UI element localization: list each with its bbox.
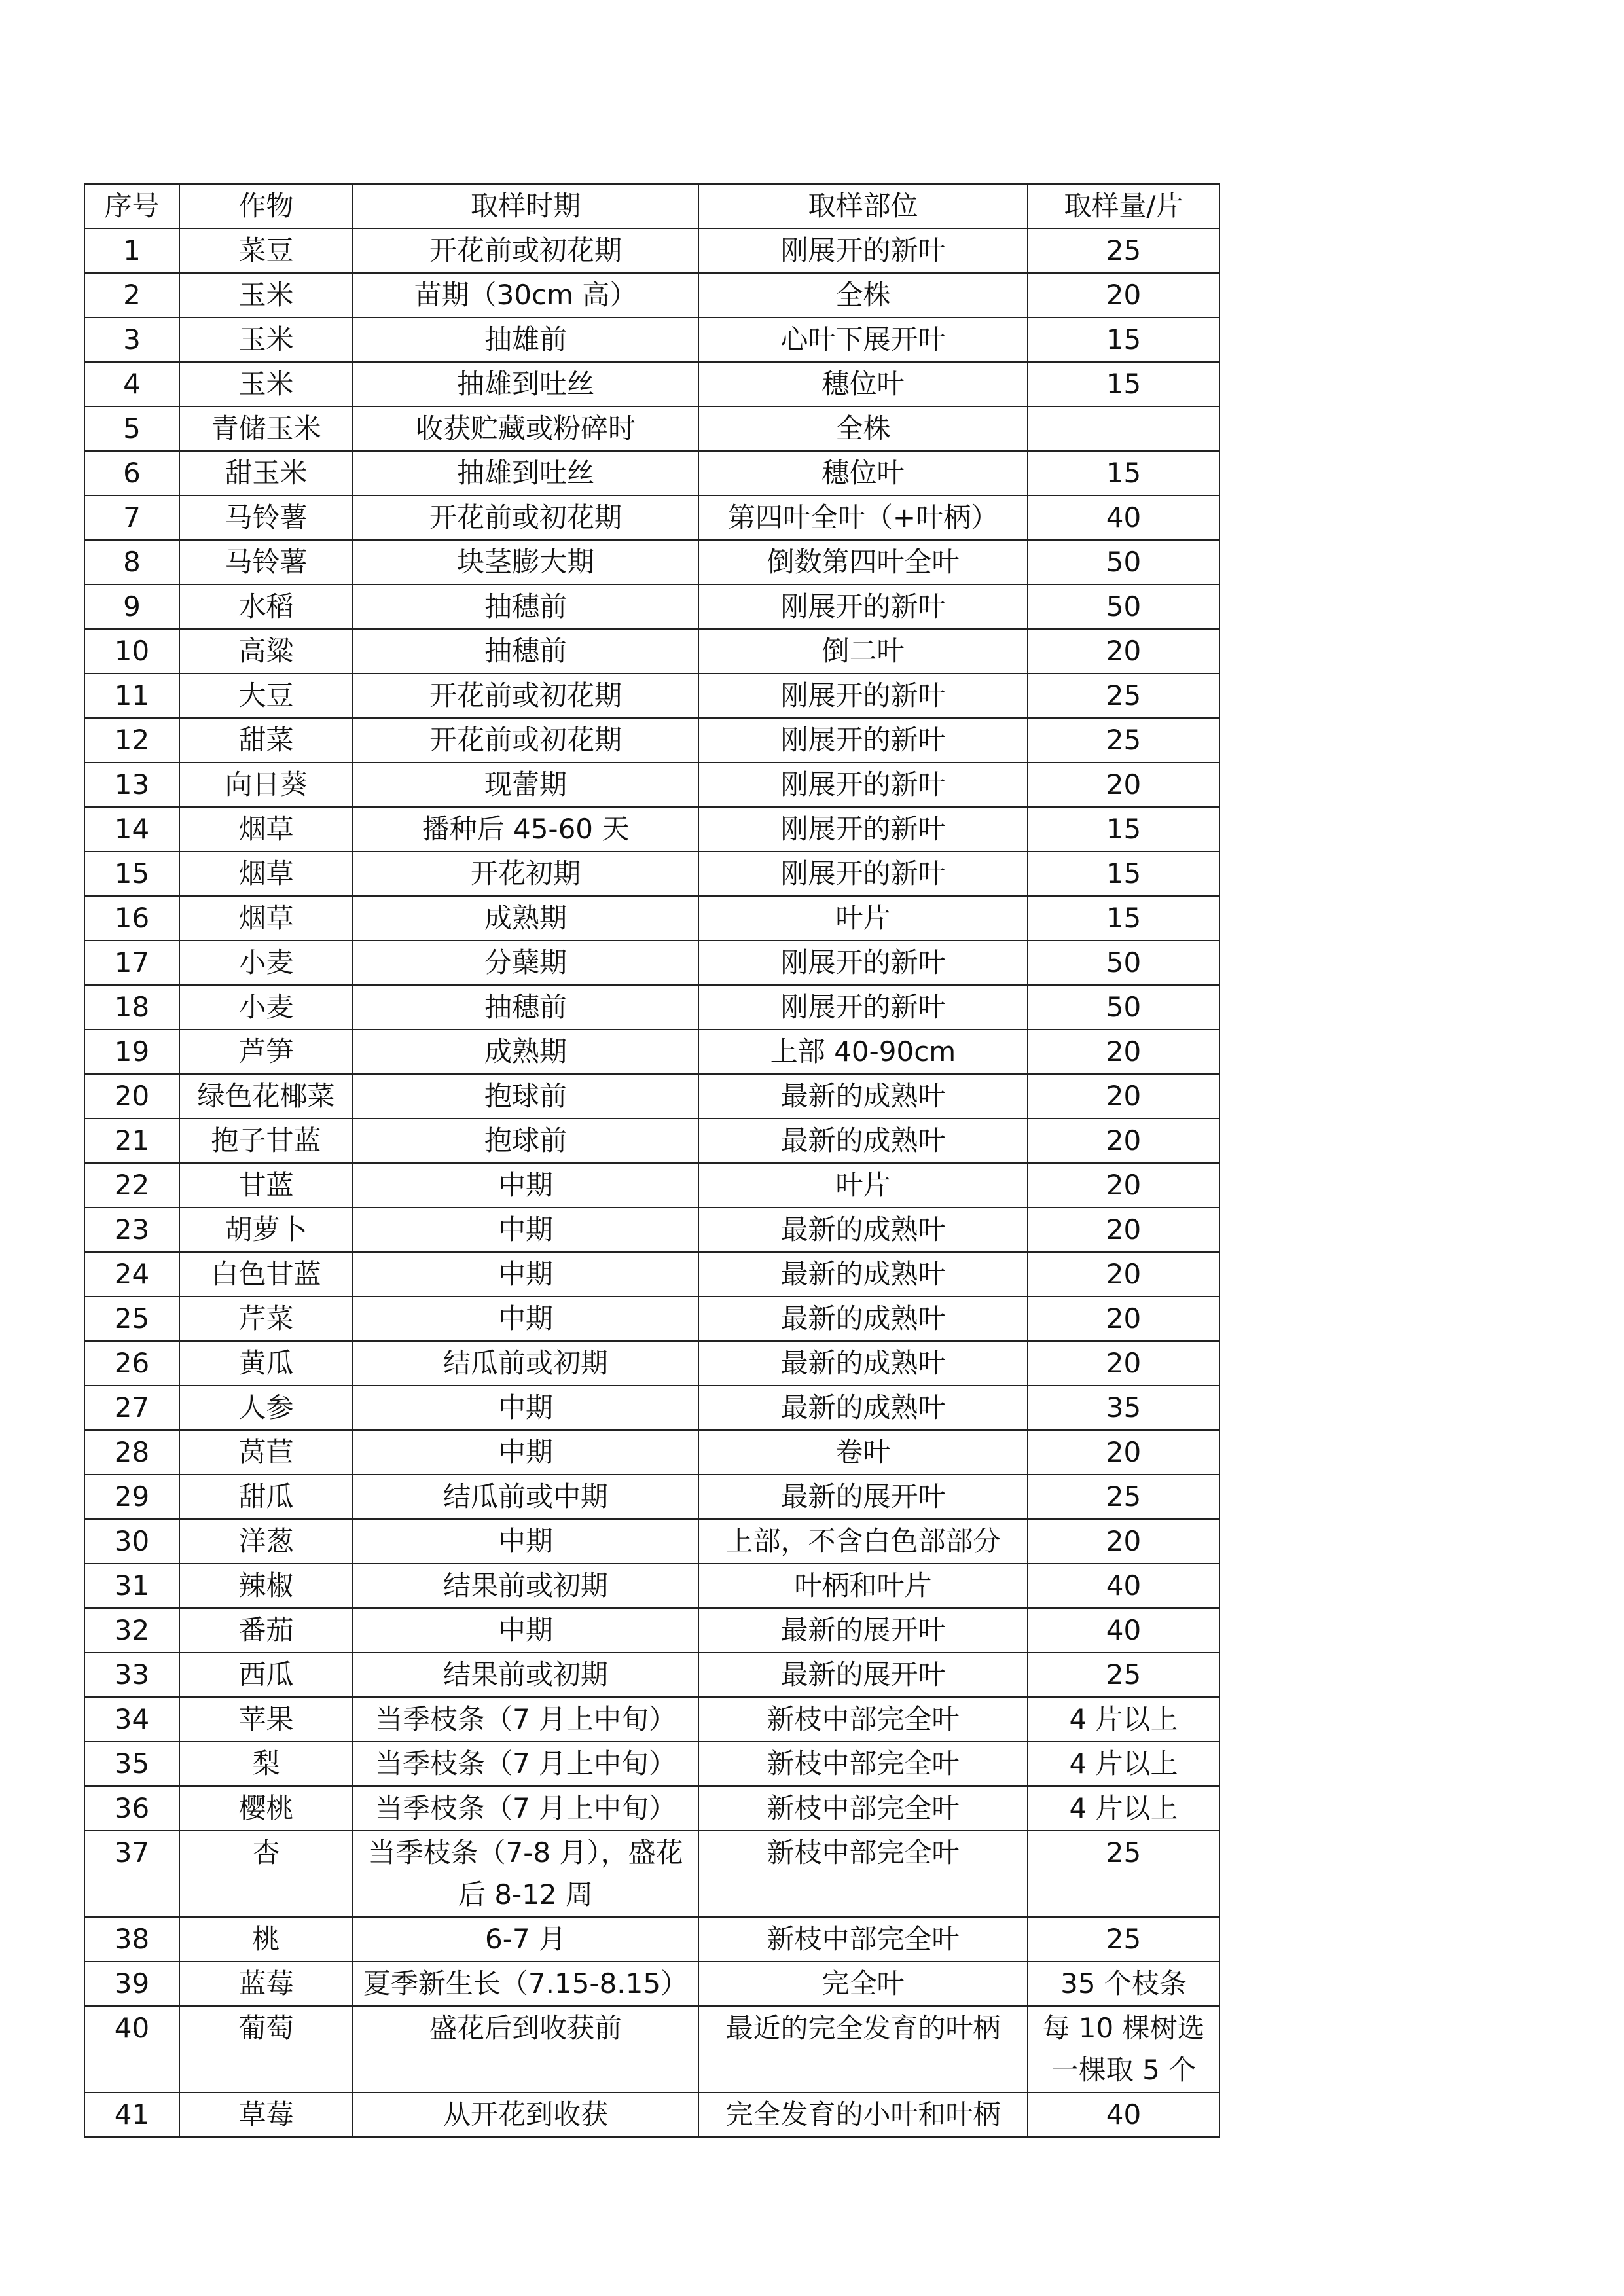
cell-sampling-part: 最新的成熟叶 [698,1341,1028,1386]
cell-crop: 马铃薯 [179,540,353,584]
cell-sampling-time: 成熟期 [353,1030,698,1074]
cell-sampling-part: 新枝中部完全叶 [698,1831,1028,1917]
cell-crop: 芦笋 [179,1030,353,1074]
table-row [84,852,1219,896]
cell-sampling-time: 苗期（30cm 高） [353,273,698,317]
cell-sampling-part: 最新的展开叶 [698,1653,1028,1697]
cell-crop: 玉米 [179,317,353,362]
cell-sample-amount: 4 片以上 [1028,1786,1219,1831]
cell-crop: 马铃薯 [179,495,353,540]
cell-crop: 莴苣 [179,1430,353,1475]
cell-sampling-part: 新枝中部完全叶 [698,1917,1028,1962]
cell-sampling-time: 结瓜前或中期 [353,1475,698,1519]
cell-sample-amount: 20 [1028,762,1219,807]
table-row [84,673,1219,718]
cell-serial: 22 [84,1163,179,1208]
cell-serial: 24 [84,1252,179,1297]
cell-sample-amount: 25 [1028,1917,1219,1962]
cell-serial: 30 [84,1519,179,1564]
table-row [84,1742,1219,1786]
table-row [84,1831,1219,1917]
cell-crop: 玉米 [179,362,353,406]
cell-sampling-part: 上部，不含白色部部分 [698,1519,1028,1564]
table-row [84,1252,1219,1297]
cell-sampling-time: 开花前或初花期 [353,228,698,273]
cell-crop: 高粱 [179,629,353,673]
cell-sample-amount: 20 [1028,1163,1219,1208]
table-row [84,584,1219,629]
cell-sample-amount: 20 [1028,1030,1219,1074]
table-row [84,2092,1219,2137]
cell-sampling-part: 刚展开的新叶 [698,228,1028,273]
cell-sample-amount: 20 [1028,1074,1219,1119]
cell-sampling-time: 成熟期 [353,896,698,941]
cell-sampling-part: 最新的成熟叶 [698,1208,1028,1252]
cell-crop: 辣椒 [179,1564,353,1608]
cell-crop: 桃 [179,1917,353,1962]
cell-sampling-part: 新枝中部完全叶 [698,1742,1028,1786]
cell-sample-amount: 20 [1028,273,1219,317]
cell-sampling-time: 抽穗前 [353,584,698,629]
cell-crop: 梨 [179,1742,353,1786]
cell-sample-amount: 40 [1028,1564,1219,1608]
cell-serial: 38 [84,1917,179,1962]
cell-sample-amount: 50 [1028,985,1219,1030]
cell-crop: 黄瓜 [179,1341,353,1386]
cell-sampling-part: 最新的成熟叶 [698,1386,1028,1430]
cell-sampling-time: 夏季新生长（7.15-8.15） [353,1962,698,2006]
cell-sampling-part: 最新的展开叶 [698,1608,1028,1653]
cell-sample-amount: 20 [1028,1519,1219,1564]
cell-sampling-time: 中期 [353,1386,698,1430]
cell-sampling-time: 抱球前 [353,1074,698,1119]
table-row [84,718,1219,762]
cell-crop: 甘蓝 [179,1163,353,1208]
cell-serial: 8 [84,540,179,584]
cell-serial: 10 [84,629,179,673]
cell-crop: 甜瓜 [179,1475,353,1519]
cell-crop: 胡萝卜 [179,1208,353,1252]
cell-serial: 25 [84,1297,179,1341]
cell-sample-amount: 35 [1028,1386,1219,1430]
cell-serial: 6 [84,451,179,495]
cell-crop: 番茄 [179,1608,353,1653]
table-row [84,762,1219,807]
cell-serial: 9 [84,584,179,629]
table-row [84,1564,1219,1608]
cell-sampling-part: 刚展开的新叶 [698,852,1028,896]
table-row [84,1653,1219,1697]
cell-serial: 19 [84,1030,179,1074]
cell-serial: 3 [84,317,179,362]
cell-crop: 烟草 [179,896,353,941]
cell-sample-amount: 25 [1028,1653,1219,1697]
table-row [84,1297,1219,1341]
cell-sampling-time: 当季枝条（7 月上中旬） [353,1786,698,1831]
header-sampling-time: 取样时期 [353,184,698,228]
cell-sampling-part: 最新的成熟叶 [698,1297,1028,1341]
table-row [84,1163,1219,1208]
cell-sampling-time: 中期 [353,1297,698,1341]
cell-sampling-part: 最新的成熟叶 [698,1119,1028,1163]
cell-sampling-time: 抽雄到吐丝 [353,451,698,495]
table-row [84,1917,1219,1962]
cell-sampling-time: 抽穗前 [353,629,698,673]
table-row [84,2006,1219,2092]
cell-serial: 35 [84,1742,179,1786]
cell-sampling-time: 中期 [353,1208,698,1252]
cell-sampling-part: 穗位叶 [698,451,1028,495]
cell-sampling-part: 倒二叶 [698,629,1028,673]
cell-sampling-part: 全株 [698,273,1028,317]
cell-crop: 甜菜 [179,718,353,762]
cell-sample-amount: 15 [1028,451,1219,495]
cell-serial: 28 [84,1430,179,1475]
cell-sampling-part: 新枝中部完全叶 [698,1697,1028,1742]
header-serial: 序号 [84,184,179,228]
cell-sample-amount: 15 [1028,362,1219,406]
cell-sampling-time: 开花前或初花期 [353,495,698,540]
table-row [84,1475,1219,1519]
cell-serial: 16 [84,896,179,941]
cell-sample-amount: 15 [1028,852,1219,896]
cell-serial: 40 [84,2006,179,2092]
cell-sampling-time: 开花初期 [353,852,698,896]
table-row [84,273,1219,317]
cell-crop: 杏 [179,1831,353,1917]
cell-sample-amount: 40 [1028,1608,1219,1653]
cell-sampling-time: 抽雄前 [353,317,698,362]
cell-crop: 烟草 [179,852,353,896]
cell-crop: 葡萄 [179,2006,353,2092]
cell-sample-amount: 4 片以上 [1028,1742,1219,1786]
cell-sampling-part: 最近的完全发育的叶柄 [698,2006,1028,2092]
cell-serial: 34 [84,1697,179,1742]
cell-sampling-time: 中期 [353,1608,698,1653]
cell-sampling-part: 完全发育的小叶和叶柄 [698,2092,1028,2137]
cell-serial: 11 [84,673,179,718]
header-row [84,184,1219,228]
table-row [84,1430,1219,1475]
cell-sampling-time: 收获贮藏或粉碎时 [353,406,698,451]
cell-sampling-part: 叶片 [698,1163,1028,1208]
cell-serial: 39 [84,1962,179,2006]
cell-sample-amount [1028,406,1219,451]
table-row [84,1608,1219,1653]
cell-sampling-part: 最新的展开叶 [698,1475,1028,1519]
cell-crop: 白色甘蓝 [179,1252,353,1297]
table-row [84,1962,1219,2006]
cell-sampling-time: 结果前或初期 [353,1653,698,1697]
cell-sampling-part: 刚展开的新叶 [698,673,1028,718]
cell-sample-amount: 20 [1028,1252,1219,1297]
cell-serial: 12 [84,718,179,762]
cell-sampling-time: 当季枝条（7 月上中旬） [353,1697,698,1742]
cell-sampling-part: 刚展开的新叶 [698,762,1028,807]
cell-sample-amount: 50 [1028,941,1219,985]
cell-serial: 29 [84,1475,179,1519]
table-row [84,495,1219,540]
cell-serial: 26 [84,1341,179,1386]
cell-serial: 23 [84,1208,179,1252]
cell-sampling-time: 抽雄到吐丝 [353,362,698,406]
cell-sample-amount: 20 [1028,1341,1219,1386]
table-row [84,1519,1219,1564]
cell-sampling-time: 现蕾期 [353,762,698,807]
cell-sample-amount: 40 [1028,2092,1219,2137]
cell-sampling-part: 心叶下展开叶 [698,317,1028,362]
cell-sampling-time: 从开花到收获 [353,2092,698,2137]
table-row [84,1074,1219,1119]
cell-sample-amount: 4 片以上 [1028,1697,1219,1742]
cell-crop: 烟草 [179,807,353,852]
cell-crop: 绿色花椰菜 [179,1074,353,1119]
cell-crop: 蓝莓 [179,1962,353,2006]
cell-sampling-time: 结果前或初期 [353,1564,698,1608]
cell-serial: 41 [84,2092,179,2137]
cell-crop: 小麦 [179,985,353,1030]
table-row [84,807,1219,852]
cell-serial: 17 [84,941,179,985]
cell-sampling-part: 第四叶全叶（+叶柄） [698,495,1028,540]
cell-sample-amount: 25 [1028,673,1219,718]
cell-serial: 2 [84,273,179,317]
cell-serial: 21 [84,1119,179,1163]
cell-sampling-time: 播种后 45-60 天 [353,807,698,852]
cell-crop: 西瓜 [179,1653,353,1697]
cell-serial: 20 [84,1074,179,1119]
cell-sample-amount: 15 [1028,807,1219,852]
cell-crop: 小麦 [179,941,353,985]
cell-sampling-time: 结瓜前或初期 [353,1341,698,1386]
cell-sampling-part: 最新的成熟叶 [698,1074,1028,1119]
cell-crop: 水稻 [179,584,353,629]
header-sample-amount: 取样量/片 [1028,184,1219,228]
cell-crop: 向日葵 [179,762,353,807]
cell-crop: 大豆 [179,673,353,718]
cell-sampling-part: 上部 40-90cm [698,1030,1028,1074]
cell-serial: 32 [84,1608,179,1653]
cell-sample-amount: 20 [1028,1430,1219,1475]
cell-sample-amount: 15 [1028,896,1219,941]
table-row [84,1341,1219,1386]
cell-sampling-part: 完全叶 [698,1962,1028,2006]
table-row [84,540,1219,584]
cell-sampling-part: 全株 [698,406,1028,451]
cell-sampling-time: 中期 [353,1163,698,1208]
header-crop: 作物 [179,184,353,228]
cell-sampling-time: 中期 [353,1519,698,1564]
cell-sampling-time: 抽穗前 [353,985,698,1030]
cell-sample-amount: 25 [1028,1475,1219,1519]
cell-sampling-time: 盛花后到收获前 [353,2006,698,2092]
cell-sampling-part: 最新的成熟叶 [698,1252,1028,1297]
cell-sampling-time: 块茎膨大期 [353,540,698,584]
cell-sampling-part: 刚展开的新叶 [698,584,1028,629]
cell-sampling-part: 穗位叶 [698,362,1028,406]
cell-crop: 苹果 [179,1697,353,1742]
table-row [84,985,1219,1030]
cell-serial: 33 [84,1653,179,1697]
cell-sample-amount: 20 [1028,1208,1219,1252]
cell-sampling-part: 刚展开的新叶 [698,941,1028,985]
cell-sampling-part: 刚展开的新叶 [698,807,1028,852]
cell-sampling-time: 开花前或初花期 [353,718,698,762]
table-row [84,629,1219,673]
table-row [84,1119,1219,1163]
cell-serial: 36 [84,1786,179,1831]
table-header [84,184,1219,228]
cell-sampling-part: 刚展开的新叶 [698,985,1028,1030]
cell-sample-amount: 25 [1028,718,1219,762]
cell-sampling-time: 分蘖期 [353,941,698,985]
cell-sampling-part: 新枝中部完全叶 [698,1786,1028,1831]
table-row [84,1386,1219,1430]
cell-sampling-time: 当季枝条（7-8 月），盛花后 8-12 周 [353,1831,698,1917]
table-row [84,1030,1219,1074]
cell-sample-amount: 35 个枝条 [1028,1962,1219,2006]
cell-crop: 芹菜 [179,1297,353,1341]
cell-serial: 4 [84,362,179,406]
cell-serial: 27 [84,1386,179,1430]
cell-sampling-part: 倒数第四叶全叶 [698,540,1028,584]
cell-serial: 18 [84,985,179,1030]
cell-sampling-part: 叶柄和叶片 [698,1564,1028,1608]
cell-crop: 洋葱 [179,1519,353,1564]
table-row [84,317,1219,362]
cell-sample-amount: 每 10 棵树选一棵取 5 个 [1028,2006,1219,2092]
cell-sample-amount: 20 [1028,1119,1219,1163]
cell-sample-amount: 50 [1028,584,1219,629]
cell-sampling-time: 开花前或初花期 [353,673,698,718]
sampling-table [84,183,1220,2138]
cell-sampling-time: 抱球前 [353,1119,698,1163]
cell-serial: 14 [84,807,179,852]
table-row [84,362,1219,406]
cell-sampling-time: 当季枝条（7 月上中旬） [353,1742,698,1786]
cell-sample-amount: 20 [1028,629,1219,673]
cell-crop: 甜玉米 [179,451,353,495]
cell-sampling-time: 中期 [353,1430,698,1475]
cell-crop: 玉米 [179,273,353,317]
cell-sampling-time: 6-7 月 [353,1917,698,1962]
cell-serial: 37 [84,1831,179,1917]
cell-sampling-time: 中期 [353,1252,698,1297]
table-body [84,228,1219,2137]
cell-serial: 31 [84,1564,179,1608]
cell-sample-amount: 15 [1028,317,1219,362]
table-row [84,896,1219,941]
cell-crop: 青储玉米 [179,406,353,451]
table-row [84,1208,1219,1252]
cell-sample-amount: 25 [1028,228,1219,273]
table-row [84,406,1219,451]
table-row [84,451,1219,495]
cell-crop: 菜豆 [179,228,353,273]
cell-serial: 15 [84,852,179,896]
table-row [84,228,1219,273]
cell-sampling-part: 叶片 [698,896,1028,941]
cell-sample-amount: 50 [1028,540,1219,584]
cell-sampling-part: 卷叶 [698,1430,1028,1475]
header-sampling-part: 取样部位 [698,184,1028,228]
cell-serial: 1 [84,228,179,273]
table-row [84,941,1219,985]
table-row [84,1697,1219,1742]
cell-serial: 5 [84,406,179,451]
cell-crop: 人参 [179,1386,353,1430]
cell-sample-amount: 40 [1028,495,1219,540]
table-row [84,1786,1219,1831]
cell-sample-amount: 25 [1028,1831,1219,1917]
cell-crop: 抱子甘蓝 [179,1119,353,1163]
cell-sampling-part: 刚展开的新叶 [698,718,1028,762]
cell-crop: 樱桃 [179,1786,353,1831]
cell-crop: 草莓 [179,2092,353,2137]
cell-sample-amount: 20 [1028,1297,1219,1341]
cell-serial: 7 [84,495,179,540]
cell-serial: 13 [84,762,179,807]
